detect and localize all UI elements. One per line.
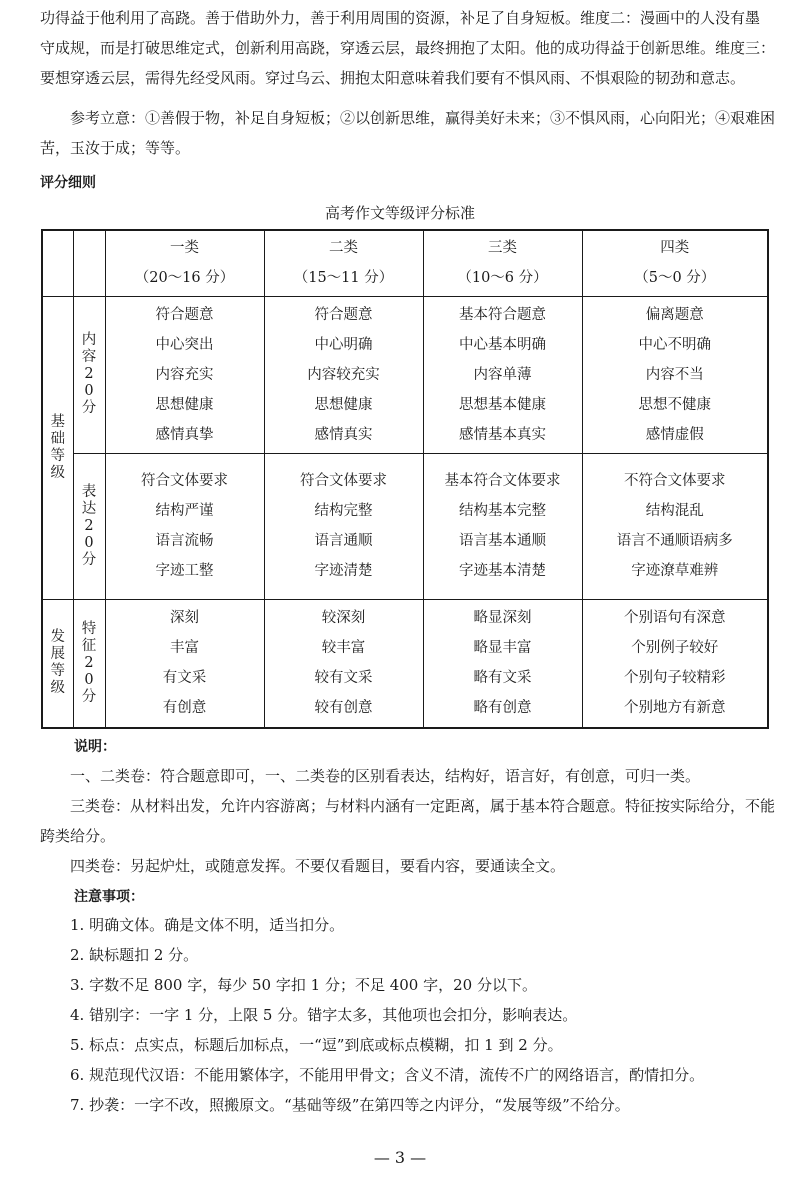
criterion: 中心基本明确 xyxy=(459,336,546,353)
criteria-cell xyxy=(423,296,582,453)
basic-level-label: 基础等级 xyxy=(50,413,65,481)
criteria-cell xyxy=(582,296,768,453)
page-number: — 3 — xyxy=(373,1148,427,1167)
header-empty-cell xyxy=(73,230,105,296)
criterion: 字迹基本清楚 xyxy=(459,563,546,579)
criterion: 字迹工整 xyxy=(155,563,214,579)
criterion: 基本符合题意 xyxy=(459,306,546,323)
intro-line: 功得益于他利用了高跷。善于借助外力，善于利用周围的资源，补足了自身短板。维度二：漫画中的人没有墨 xyxy=(40,9,761,27)
criterion: 丰富 xyxy=(170,640,199,657)
reference-line: 苦，玉汝于成；等等。 xyxy=(40,139,191,157)
feature-label-cell xyxy=(73,599,105,728)
content-row xyxy=(42,296,768,453)
criterion: 有创意 xyxy=(162,700,207,717)
explanation-line: 三类卷：从材料出发，允许内容游离；与材料内涵有一定距离，属于基本符合题意。特征按实际给分，不能 xyxy=(70,797,776,815)
header-empty-cell xyxy=(42,230,73,296)
criteria-cell xyxy=(105,296,264,453)
criterion: 思想健康 xyxy=(314,396,373,413)
basic-level-label-cell xyxy=(42,296,73,599)
criterion: 结构混乱 xyxy=(645,503,704,519)
criterion: 思想基本健康 xyxy=(459,396,546,413)
criterion: 略显深刻 xyxy=(473,610,532,627)
expression-label-cell xyxy=(73,453,105,599)
intro-line: 守成规，而是打破思维定式，创新利用高跷，穿透云层，最终拥抱了太阳。他的成功得益于创新思维。维度三： xyxy=(40,39,776,57)
notes-list xyxy=(40,910,766,1120)
category-header xyxy=(105,230,264,296)
notes-heading: 注意事项： xyxy=(74,889,144,905)
content-label: 内容20分 xyxy=(81,332,97,416)
criterion: 字迹潦草难辨 xyxy=(631,563,719,579)
criterion: 语言流畅 xyxy=(155,533,214,549)
criterion: 字迹清楚 xyxy=(314,563,373,579)
category-range: （20～16 分） xyxy=(134,270,235,287)
category-name: 一类 xyxy=(170,240,199,257)
criteria-cell xyxy=(105,599,264,728)
criterion: 感情基本真实 xyxy=(459,426,546,443)
scoring-heading: 评分细则 xyxy=(40,175,96,191)
table-title: 高考作文等级评分标准 xyxy=(324,204,475,222)
criterion: 个别句子较精彩 xyxy=(624,670,726,687)
criterion: 符合题意 xyxy=(314,306,373,323)
category-range: （5～0 分） xyxy=(634,270,716,287)
criterion: 中心不明确 xyxy=(638,336,711,353)
notes-item: 6. 规范现代汉语：不能用繁体字，不能用甲骨文；含义不清，流传不广的网络语言，酌情扣分。 xyxy=(70,1066,705,1084)
category-name: 二类 xyxy=(329,240,358,257)
category-header xyxy=(423,230,582,296)
criterion: 内容不当 xyxy=(645,366,704,383)
criterion: 个别语句有深意 xyxy=(624,610,726,627)
criterion: 内容充实 xyxy=(155,366,214,383)
explanation-line: 四类卷：另起炉灶，或随意发挥。不要仅看题目，要看内容，要通读全文。 xyxy=(70,857,566,875)
criterion: 结构完整 xyxy=(314,503,373,519)
category-name: 三类 xyxy=(488,240,517,257)
feature-row xyxy=(42,599,768,728)
criterion: 感情真挚 xyxy=(155,426,214,443)
criterion: 语言通顺 xyxy=(314,533,373,549)
criterion: 符合题意 xyxy=(155,306,214,323)
criterion: 结构基本完整 xyxy=(459,503,546,519)
criterion: 感情虚假 xyxy=(645,426,704,443)
criteria-cell xyxy=(105,453,264,599)
criteria-cell xyxy=(264,296,423,453)
criterion: 较有创意 xyxy=(314,700,373,717)
table-header-row xyxy=(42,230,768,296)
intro-paragraph xyxy=(40,3,776,93)
criteria-cell xyxy=(423,453,582,599)
criterion: 略显丰富 xyxy=(473,640,532,657)
reference-line: 参考立意：①善假于物，补足自身短板；②以创新思维，赢得美好未来；③不惧风雨，心向阳光；④艰难困 xyxy=(70,109,776,127)
notes-item: 7. 抄袭：一字不改，照搬原文。“基础等级”在第四等之内评分，“发展等级”不给分。 xyxy=(70,1096,630,1114)
criteria-cell xyxy=(264,453,423,599)
category-range: （15～11 分） xyxy=(293,270,394,287)
criterion: 中心明确 xyxy=(314,336,373,353)
explanation-line: 跨类给分。 xyxy=(40,827,116,845)
criterion: 基本符合文体要求 xyxy=(444,473,561,489)
explanation-heading: 说明： xyxy=(74,739,116,755)
criterion: 较丰富 xyxy=(321,640,366,657)
criterion: 个别地方有新意 xyxy=(624,700,726,717)
content-label-cell xyxy=(73,296,105,453)
category-header xyxy=(582,230,768,296)
notes-item: 3. 字数不足 800 字，每少 50 字扣 1 分；不足 400 字，20 分以下。 xyxy=(70,976,537,994)
notes-item: 2. 缺标题扣 2 分。 xyxy=(70,946,199,964)
expression-label: 表达20分 xyxy=(81,483,97,568)
criterion: 符合文体要求 xyxy=(141,473,228,489)
criteria-cell xyxy=(423,599,582,728)
criterion: 有文采 xyxy=(162,670,207,687)
explanation-line: 一、二类卷：符合题意即可，一、二类卷的区别看表达，结构好，语言好，有创意，可归一类。 xyxy=(70,767,701,785)
intro-line: 要想穿透云层，需得先经受风雨。穿过乌云、拥抱太阳意味着我们要有不惧风雨、不惧艰险的韧劲和意志。 xyxy=(40,69,746,87)
grading-table xyxy=(41,229,769,729)
criterion: 深刻 xyxy=(170,610,199,627)
criterion: 结构严谨 xyxy=(155,503,214,519)
criterion: 感情真实 xyxy=(314,426,373,443)
criterion: 语言不通顺语病多 xyxy=(616,533,733,549)
feature-label: 特征20分 xyxy=(81,620,97,705)
criteria-cell xyxy=(582,453,768,599)
dev-level-label-cell xyxy=(42,599,73,728)
reference-paragraph xyxy=(40,103,776,163)
criterion: 符合文体要求 xyxy=(300,473,387,489)
criterion: 思想健康 xyxy=(155,396,214,413)
criterion: 中心突出 xyxy=(155,336,214,353)
criterion: 较深刻 xyxy=(321,610,366,627)
category-range: （10～6 分） xyxy=(457,270,548,287)
category-name: 四类 xyxy=(660,240,690,257)
category-header xyxy=(264,230,423,296)
criterion: 内容较充实 xyxy=(307,366,380,383)
criteria-cell xyxy=(264,599,423,728)
criterion: 略有文采 xyxy=(473,670,532,687)
criteria-cell xyxy=(582,599,768,728)
criterion: 语言基本通顺 xyxy=(459,533,546,549)
criterion: 略有创意 xyxy=(473,700,532,717)
criterion: 不符合文体要求 xyxy=(624,473,726,489)
criterion: 较有文采 xyxy=(314,670,373,687)
criterion: 个别例子较好 xyxy=(631,640,719,657)
criterion: 内容单薄 xyxy=(473,366,532,383)
dev-level-label: 发展等级 xyxy=(50,629,65,697)
notes-item: 4. 错别字：一字 1 分，上限 5 分。错字太多，其他项也会扣分，影响表达。 xyxy=(70,1006,578,1024)
criterion: 偏离题意 xyxy=(645,306,704,323)
notes-item: 1. 明确文体。确是文体不明，适当扣分。 xyxy=(70,916,345,934)
explanation-body xyxy=(40,761,776,881)
notes-item: 5. 标点：点实点，标题后加标点，一“逗”到底或标点模糊，扣 1 到 2 分。 xyxy=(70,1036,563,1054)
expression-row xyxy=(42,453,768,599)
criterion: 思想不健康 xyxy=(638,396,711,413)
